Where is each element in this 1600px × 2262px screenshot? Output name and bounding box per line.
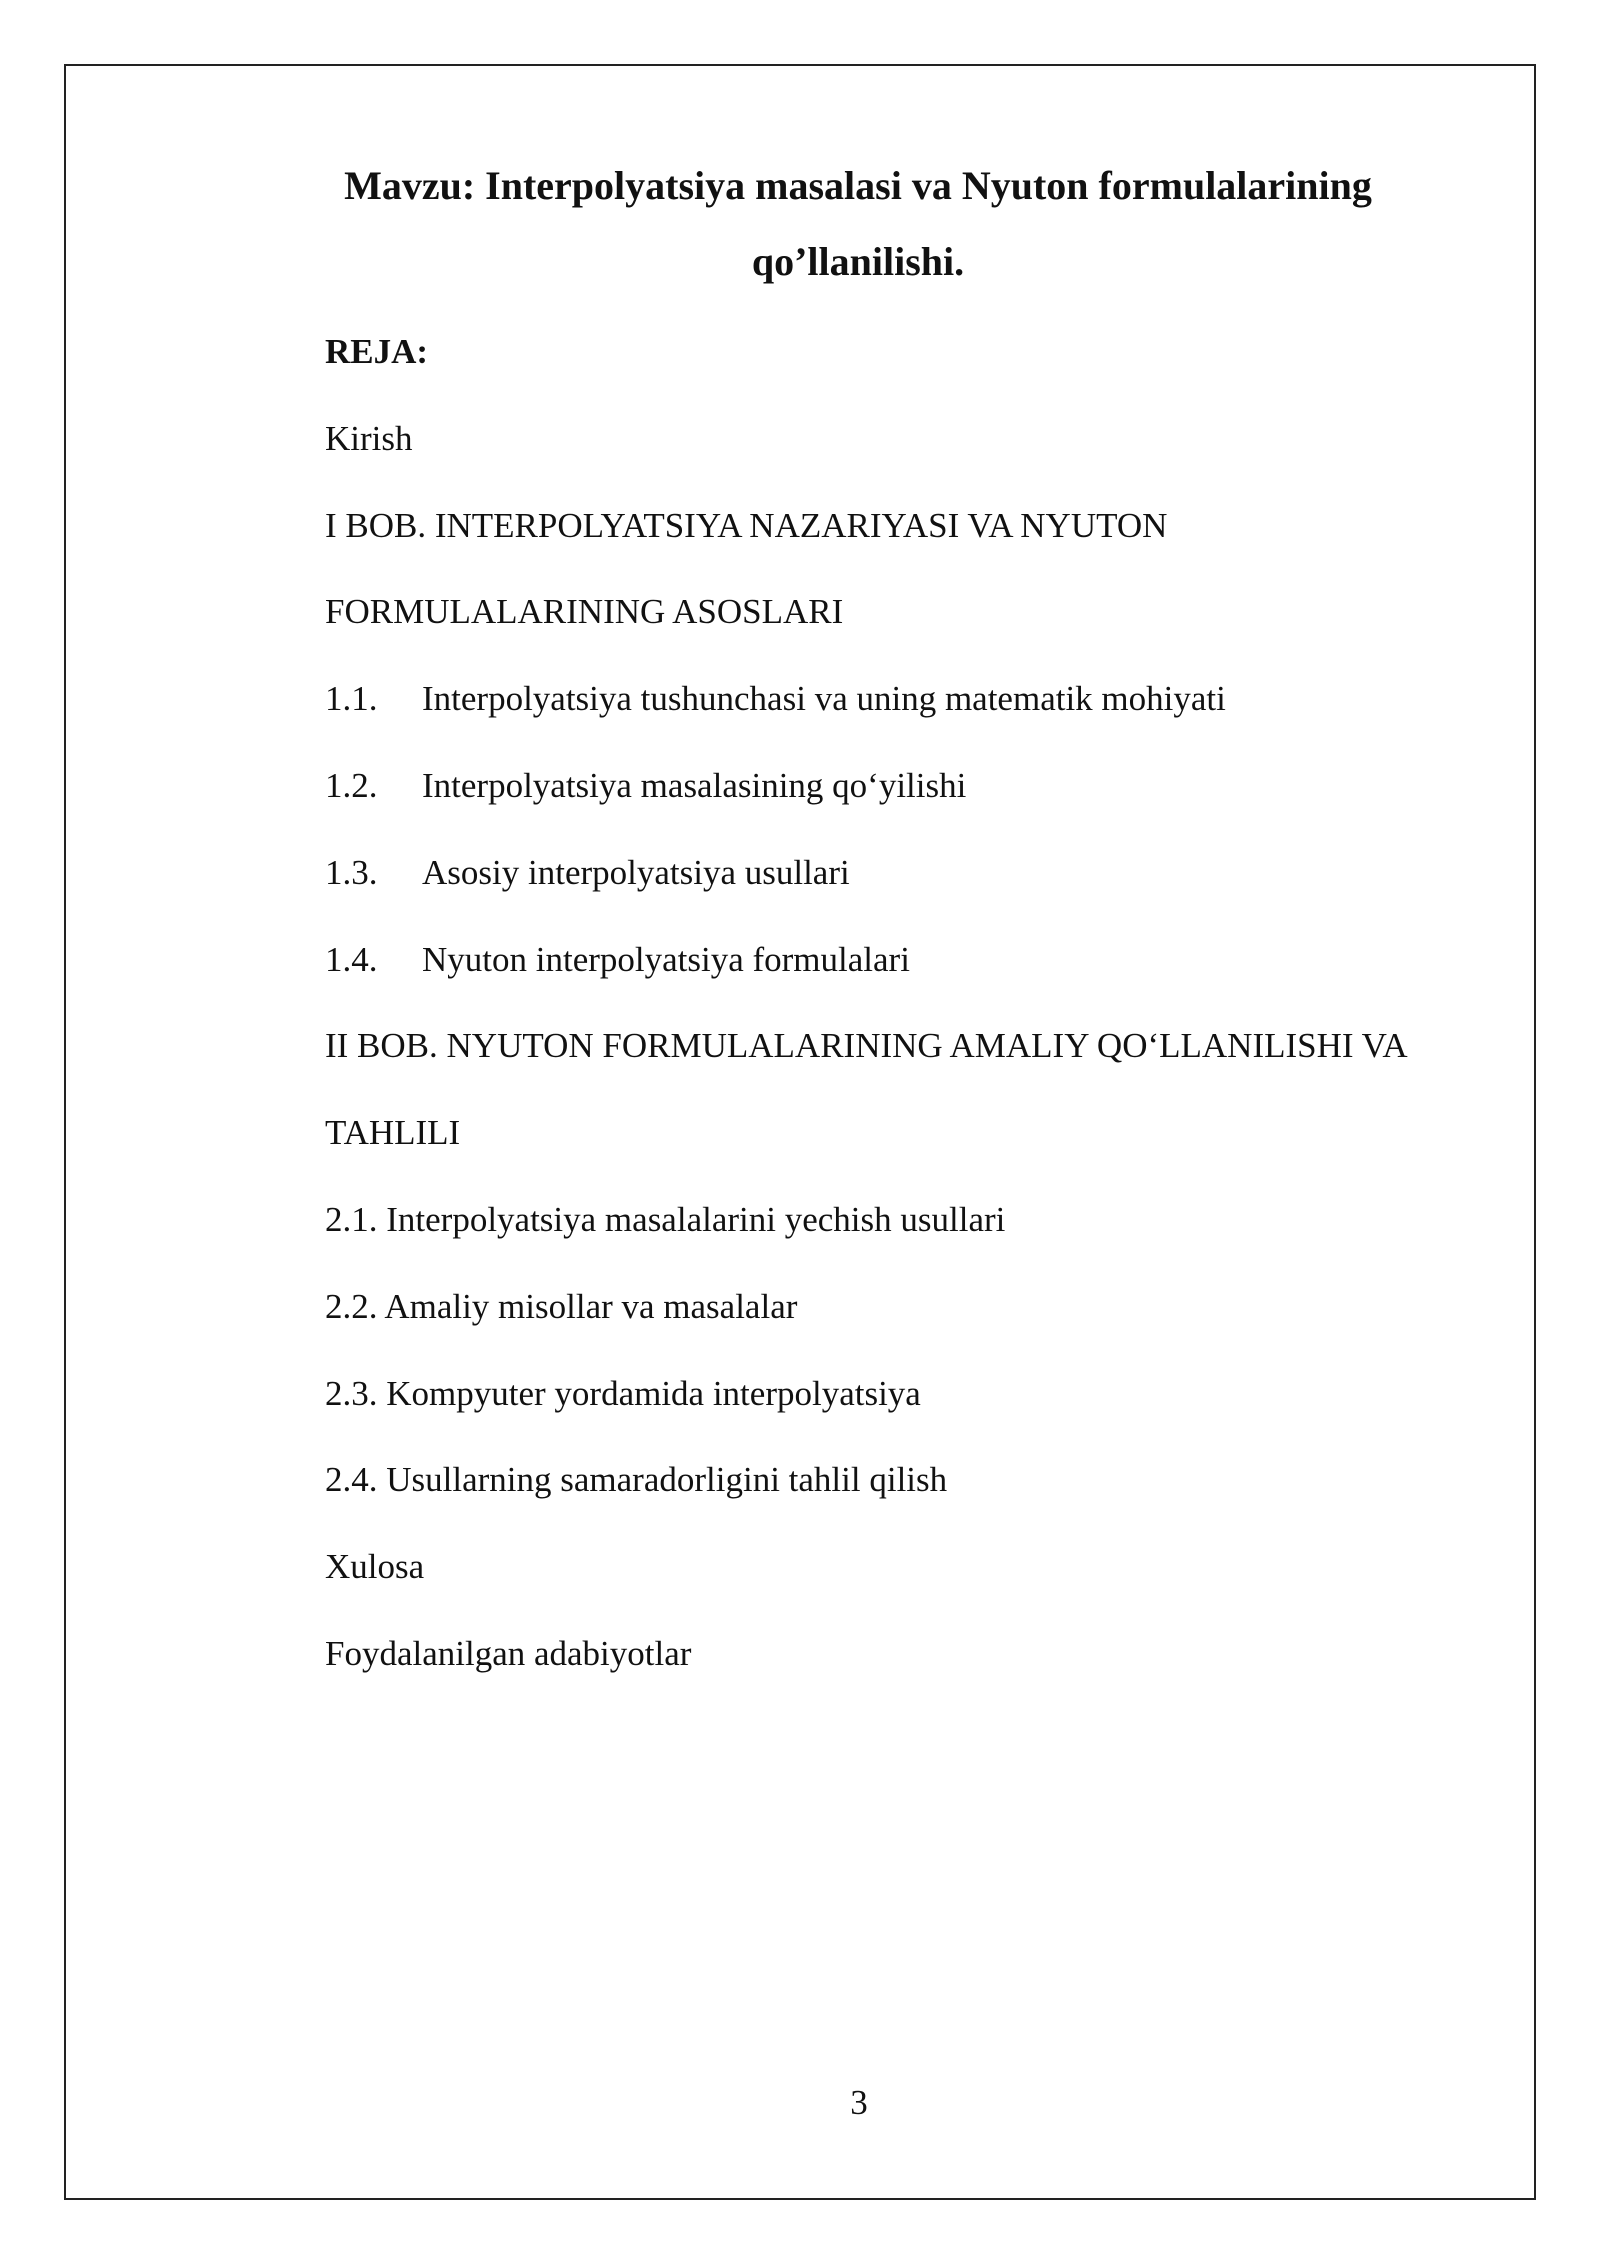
chapter-1-title-line-1: I BOB. INTERPOLYATSIYA NAZARIYASI VA NYUTON	[325, 505, 1168, 545]
section-number: 1.4.	[325, 939, 378, 979]
section-number: 1.2.	[325, 765, 378, 805]
title-line-2: qo’llanilishi.	[751, 239, 965, 284]
section-title: Nyuton interpolyatsiya formulalari	[422, 939, 910, 979]
section-item	[325, 750, 1525, 837]
title-line-1: Mavzu: Interpolyatsiya masalasi va Nyuton formulalarining	[344, 163, 1372, 208]
chapter-2-title-line-1: II BOB. NYUTON FORMULALARINING AMALIY QO‘LLANILISHI VA	[325, 1026, 1408, 1066]
section-title: Interpolyatsiya tushunchasi va uning matematik mohiyati	[422, 679, 1226, 719]
section-number: 1.1.	[325, 679, 378, 719]
section-title: Asosiy interpolyatsiya usullari	[422, 852, 850, 892]
chapter-1-title-line-2: FORMULALARINING ASOSLARI	[325, 592, 844, 632]
plan-list	[325, 316, 1525, 1705]
section-item: 2.3. Kompyuter yordamida interpolyatsiya	[325, 1373, 921, 1413]
section-number: 1.3.	[325, 852, 378, 892]
section-title: Interpolyatsiya masalasining qo‘yilishi	[422, 765, 967, 805]
section-item: 2.4. Usullarning samaradorligini tahlil qilish	[325, 1460, 948, 1500]
plan-heading: REJA:	[325, 332, 429, 371]
chapter-2-title-line-2: TAHLILI	[325, 1113, 461, 1153]
plan-item-conclusion: Xulosa	[325, 1547, 425, 1587]
plan-item-intro: Kirish	[325, 418, 413, 458]
section-item: 2.1. Interpolyatsiya masalalarini yechish usullari	[325, 1199, 1006, 1239]
document-title	[258, 148, 1458, 300]
section-item	[325, 837, 1525, 924]
plan-item-references: Foydalanilgan adabiyotlar	[325, 1633, 692, 1673]
section-item	[325, 663, 1525, 750]
page-number: 3	[850, 2083, 868, 2122]
section-item	[325, 924, 1525, 1011]
section-item: 2.2. Amaliy misollar va masalalar	[325, 1286, 798, 1326]
